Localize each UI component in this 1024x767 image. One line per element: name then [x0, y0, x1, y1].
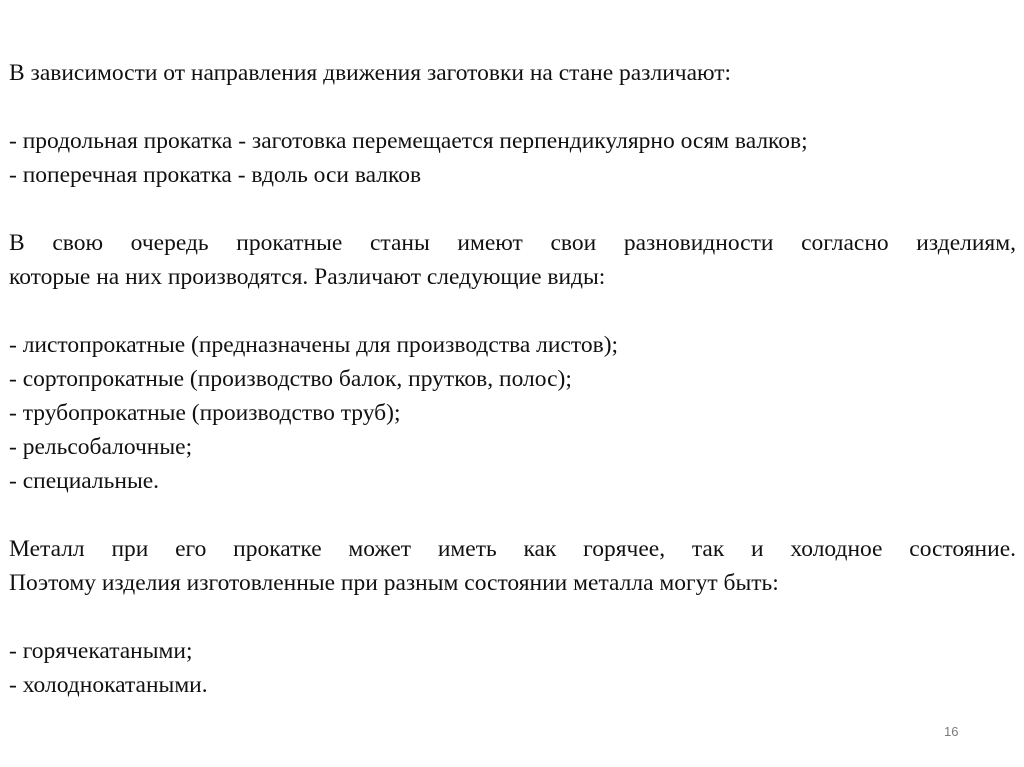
spacer [9, 192, 1016, 226]
rolling-type-item: - продольная прокатка - заготовка перемещается перпендикулярно осям валков; [9, 128, 808, 154]
spacer [9, 90, 1016, 124]
page-number: 16 [944, 724, 959, 739]
metal-paragraph-line: Металл при его прокатке может иметь как горячее, так и холодное состояние. [9, 536, 1016, 562]
rolling-type-item: - поперечная прокатка - вдоль оси валков [9, 162, 422, 188]
mill-type-item: - трубопрокатные (производство труб); [9, 400, 401, 426]
mills-paragraph-line: В свою очередь прокатные станы имеют свои разновидности согласно изделиям, [9, 230, 1016, 256]
mill-type-item: - сортопрокатные (производство балок, прутков, полос); [9, 366, 572, 392]
mill-type-item: - листопрокатные (предназначены для производства листов); [9, 332, 619, 358]
spacer [9, 294, 1016, 328]
spacer [9, 498, 1016, 532]
product-state-item: - холоднокатаными. [9, 672, 208, 698]
mills-paragraph-line: которые на них производятся. Различают следующие виды: [9, 264, 606, 290]
mill-type-item: - специальные. [9, 468, 160, 494]
mill-type-item: - рельсобалочные; [9, 434, 193, 460]
spacer [9, 600, 1016, 634]
metal-paragraph-line: Поэтому изделия изготовленные при разным состоянии металла могут быть: [9, 570, 779, 596]
slide-body [9, 56, 1016, 702]
product-state-item: - горячекатаными; [9, 638, 193, 664]
intro-text: В зависимости от направления движения заготовки на стане различают: [9, 60, 732, 86]
